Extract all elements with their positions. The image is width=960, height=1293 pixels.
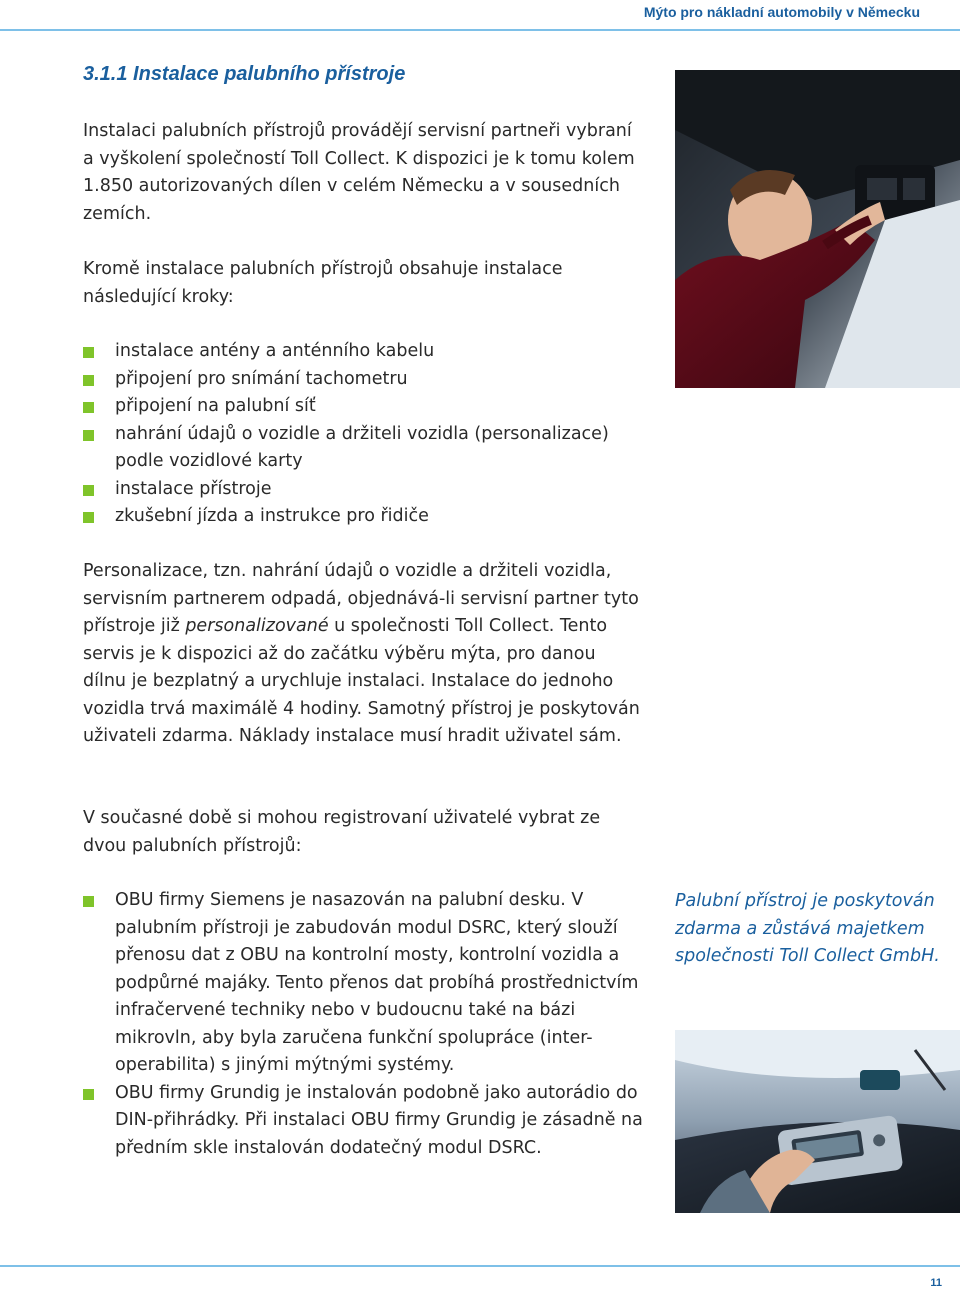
bullet-square-icon	[83, 1089, 94, 1100]
list-item-text: připojení na palubní síť	[115, 396, 316, 416]
list-item-text: OBU firmy Siemens je nasazován na palubní desku. V palubním přístroji je zabudován modul DSRC, který slouží přenosu dat z OBU na kontrolní mosty, kontrolní vozidla a podpůrné majáky. Tento přenos dat probíhá prostřednictvím infračervené techniky nebo v budoucnu také na bázi mikrovln, aby byla zaručena funkční spolupráce (inter-operabilita) s jinými mýtnými systémy.	[115, 890, 639, 1075]
list-item-text: připojení pro snímání tachometru	[115, 368, 408, 389]
list-item-text: instalace přístroje	[115, 478, 272, 499]
list-item-text: nahrání údajů o vozidle a držiteli vozidla (personalizace) podle vozidlové karty	[115, 423, 609, 471]
devices-list	[83, 887, 643, 1162]
emphasis-text: personalizované	[185, 616, 329, 636]
bullet-square-icon	[83, 512, 94, 523]
installation-steps-list	[83, 338, 643, 531]
devices-intro-paragraph: V současné době si mohou registrovaní uživatelé vybrat ze dvou palubních přístrojů:	[83, 808, 601, 856]
bullet-square-icon	[83, 896, 94, 907]
list-item	[83, 338, 643, 366]
list-item	[83, 1080, 643, 1163]
steps-intro-paragraph: Kromě instalace palubních přístrojů obsahuje instalace následující kroky:	[83, 259, 563, 307]
intro-paragraph: Instalaci palubních přístrojů provádějí servisní partneři vybraní a vyškolení společností Toll Collect. K dispozici je k tomu kolem 1.850 autorizovaných dílen v celém Německu a v sousedních zemích.	[83, 121, 635, 224]
list-item-text: OBU firmy Grundig je instalován podobně jako autorádio do DIN-přihrádky. Při instalaci OBU firmy Grundig je zásadně na předním skle instalován dodatečný modul DSRC.	[115, 1082, 643, 1158]
bullet-square-icon	[83, 485, 94, 496]
header-divider	[0, 29, 960, 31]
list-item	[83, 476, 643, 504]
bullet-square-icon	[83, 430, 94, 441]
section-heading: 3.1.1 Instalace palubního přístroje	[83, 63, 406, 85]
list-item	[83, 421, 643, 476]
list-item	[83, 393, 643, 421]
paragraph-text: Personalizace, tzn. nahrání údajů o vozidle a držiteli vozidla, servisním partnerem odpadá, objednává-li servisní partner tyto přístroje již	[83, 561, 639, 636]
header-title: Mýto pro nákladní automobily v Německu	[643, 4, 920, 20]
bullet-square-icon	[83, 402, 94, 413]
list-item	[83, 366, 643, 394]
bullet-square-icon	[83, 347, 94, 358]
list-item	[83, 887, 643, 1080]
side-note: Palubní přístroj je poskytován zdarma a zůstává majetkem společnosti Toll Collect GmbH.	[675, 891, 940, 966]
page-number: 11	[930, 1277, 942, 1289]
personalization-paragraph	[83, 558, 643, 751]
footer-divider	[0, 1265, 960, 1267]
bullet-square-icon	[83, 375, 94, 386]
list-item	[83, 503, 643, 531]
list-item-text: instalace antény a anténního kabelu	[115, 341, 435, 361]
installation-photo	[675, 70, 960, 388]
paragraph-text: u společnosti Toll Collect. Tento servis je k dispozici až do začátku výběru mýta, pro danou dílnu je bezplatný a urychluje instalaci. Instalace do jednoho vozidla trvá maximálě 4 hodiny. Samotný přístroj je poskytován uživateli zdarma. Náklady instalace musí hradit uživatel sám.	[83, 616, 640, 746]
list-item-text: zkušební jízda a instrukce pro řidiče	[115, 506, 429, 526]
onboard-unit-photo	[675, 1030, 960, 1213]
